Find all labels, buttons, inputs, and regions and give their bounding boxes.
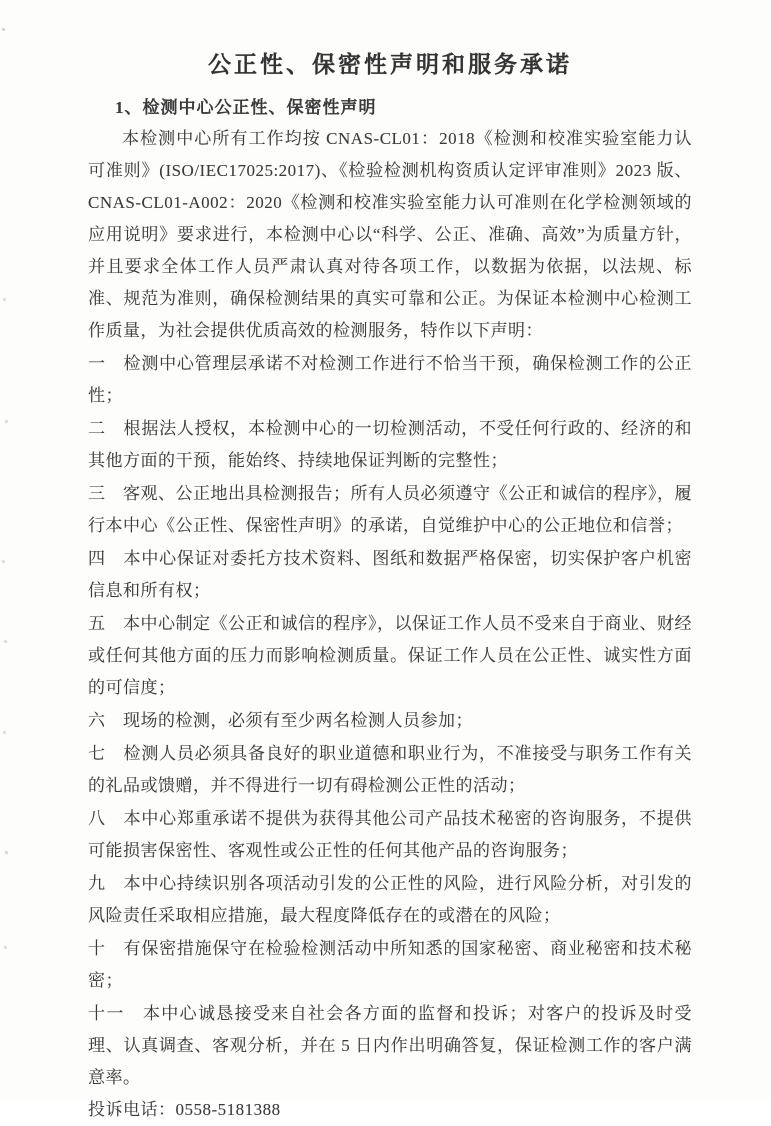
statement-item: 五 本中心制定《公正和诚信的程序》，以保证工作人员不受来自于商业、财经或任何其他方面的压力而影响检测质量。保证工作人员在公正性、诚实性方面的可信度； (88, 614, 692, 697)
statement-item: 四 本中心保证对委托方技术资料、图纸和数据严格保密，切实保护客户机密信息和所有权； (88, 549, 692, 600)
statements-list (88, 348, 692, 1094)
document-title: 公正性、保密性声明和服务承诺 (208, 52, 572, 77)
statement-item: 八 本中心郑重承诺不提供为获得其他公司产品技术秘密的咨询服务，不提供可能损害保密性、客观性或公正性的任何其他产品的咨询服务； (88, 809, 692, 860)
statement-item: 三 客观、公正地出具检测报告；所有人员必须遵守《公正和诚信的程序》，履行本中心《公正性、保密性声明》的承诺，自觉维护中心的公正地位和信誉； (88, 484, 692, 535)
statement-item: 六 现场的检测，必须有至少两名检测人员参加； (88, 711, 473, 730)
complaint-phone-number: 0558-5181388 (175, 1100, 281, 1119)
document-content (88, 46, 692, 1126)
statement-item: 一 检测中心管理层承诺不对检测工作进行不恰当干预，确保检测工作的公正性； (88, 354, 692, 405)
statement-item: 七 检测人员必须具备良好的职业道德和职业行为，不准接受与职务工作有关的礼品或馈赠，并不得进行一切有碍检测公正性的活动； (88, 744, 692, 795)
document-body (88, 123, 692, 1126)
statement-item: 二 根据法人授权，本检测中心的一切检测活动，不受任何行政的、经济的和其他方面的干预，能始终、持续地保证判断的完整性； (88, 419, 692, 470)
statement-item: 十 有保密措施保守在检验检测活动中所知悉的国家秘密、商业秘密和技术秘密； (88, 939, 692, 990)
complaint-phone-label: 投诉电话： (88, 1100, 176, 1119)
section-heading: 1、检测中心公正性、保密性声明 (115, 98, 377, 117)
scan-artifacts (2, 28, 5, 31)
statement-item: 九 本中心持续识别各项活动引发的公正性的风险，进行风险分析，对引发的风险责任采取相应措施，最大程度降低存在的或潜在的风险； (88, 874, 692, 925)
complaint-phone-line (88, 1094, 692, 1126)
statement-item: 十一 本中心诚恳接受来自社会各方面的监督和投诉；对客户的投诉及时受理、认真调查、客观分析，并在 5 日内作出明确答复，保证检测工作的客户满意率。 (88, 1004, 692, 1087)
intro-paragraph: 本检测中心所有工作均按 CNAS-CL01：2018《检测和校准实验室能力认可准则》(ISO/IEC17025:2017)、《检验检测机构资质认定评审准则》2023 版、CNAS-CL01-A002：2020《检测和校准实验室能力认可准则在化学检测领域的应用说明》要求进行，本检测中心以“科学、公正、准确、高效”为质量方针，并且要求全体工作人员严肃认真对待各项工作，以数据为依据，以法规、标准、规范为准则，确保检测结果的真实可靠和公正。为保证本检测中心检测工作质量，为社会提供优质高效的检测服务，特作以下声明： (88, 129, 692, 340)
